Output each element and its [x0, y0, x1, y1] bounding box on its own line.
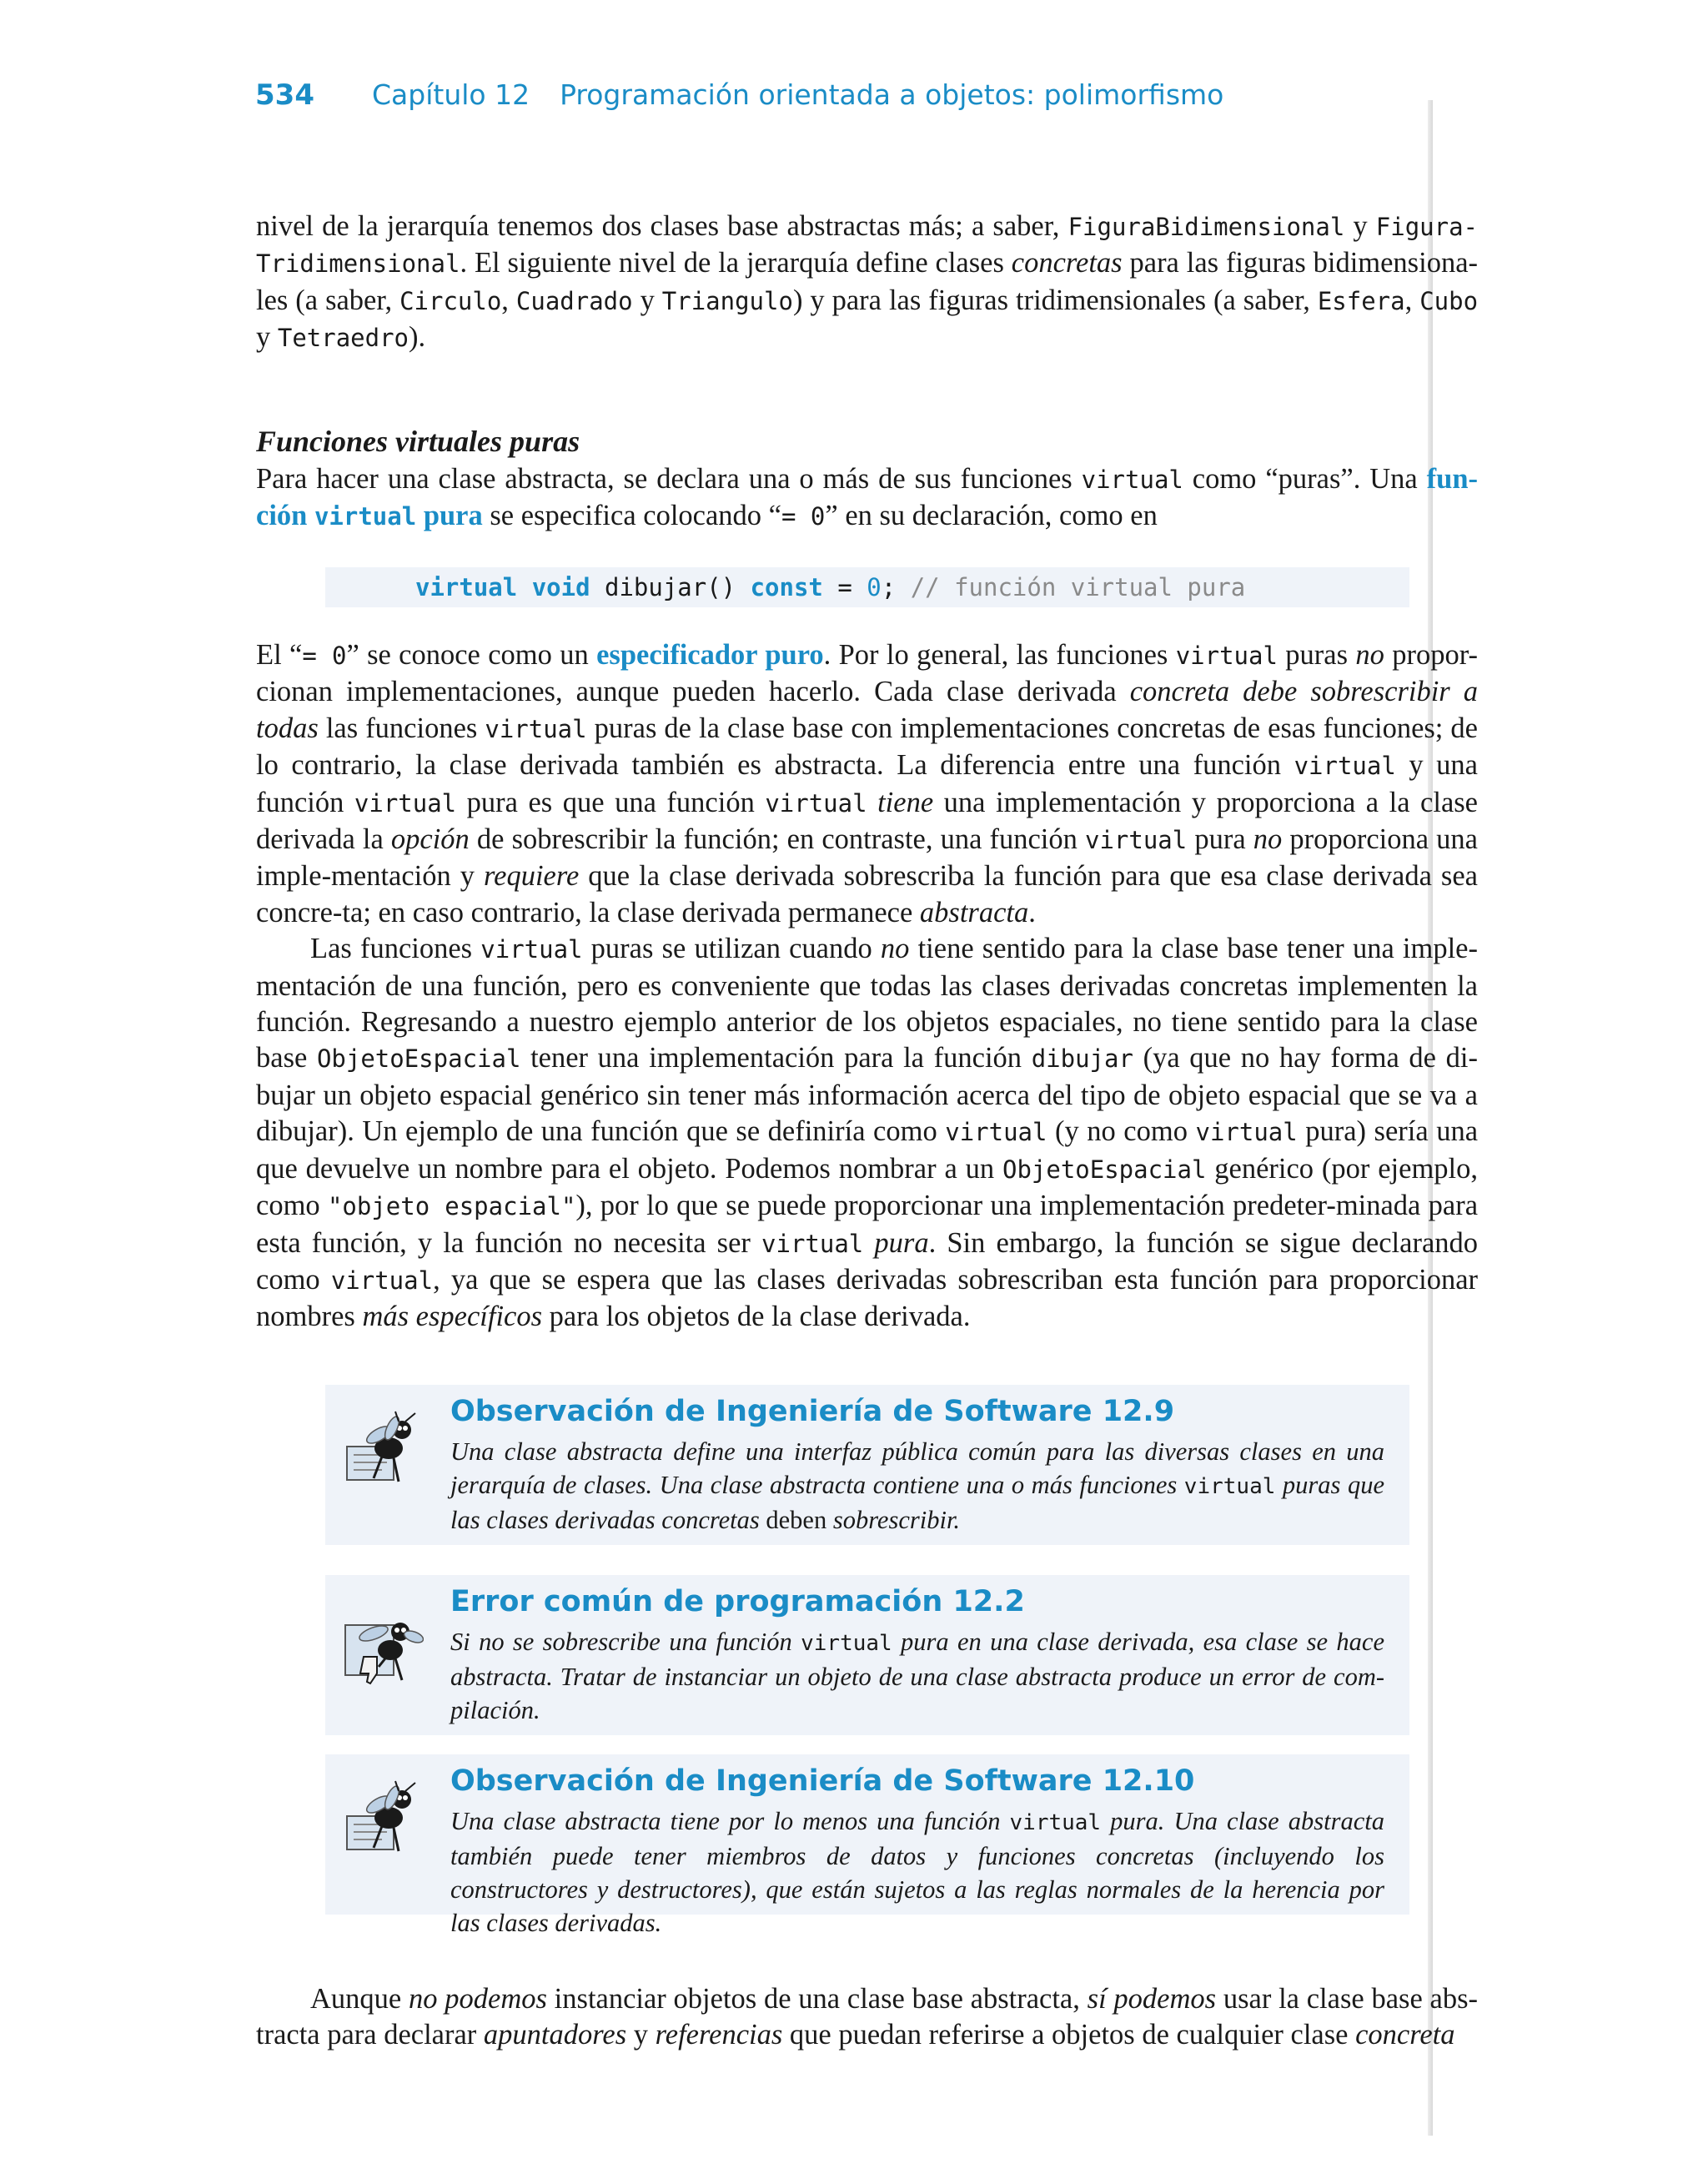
- bug-reading-icon: [340, 1779, 424, 1859]
- intro-paragraph: nivel de la jerarquía tenemos dos clases base abstractas más; a saber, FiguraBidimensional y Figura-Tridimensional. El siguiente nivel de la jerarquía define clases concretas para las figuras bidimensiona-les (a saber, Circulo, Cuadrado y Triangulo) y para las figuras tridimensionales (a saber, Esfera, Cubo y Tetraedro).: [256, 210, 1479, 354]
- callout-software-engineering-12-10: [325, 1754, 1409, 1937]
- paragraph-usage: Las funciones virtual puras se utilizan cuando no tiene sentido para la clase base tener una imple-mentación de una función, pero es conveniente que todas las clases derivadas concretas implementen la función. Regresando a nuestro ejemplo anterior de los objetos espaciales, no tiene sentido para la clase base ObjetoEspacial tener una implementación para la función dibujar (ya que no hay forma de di-bujar un objeto espacial genérico sin tener más información acerca del tipo de objeto espacial que se va a dibujar). Un ejemplo de una función que se definiría como virtual (y no como virtual pura) sería una que devuelve un nombre para el objeto. Podemos nombrar a un ObjetoEspacial genérico (por ejemplo, como "objeto espacial"), por lo que se puede proporcionar una implementación predeter-minada para esta función, y la función no necesita ser virtual pura. Sin embargo, la función se sigue declarando como virtual, ya que se espera que las clases derivadas sobrescriban esta función para proporcionar nombres más específicos para los objetos de la clase derivada.: [256, 933, 1479, 1333]
- bug-reading-icon: [340, 1410, 424, 1490]
- callout-title: Observación de Ingeniería de Software 12.10: [450, 1764, 1195, 1798]
- code-example: virtual void dibujar() const = 0; // función virtual pura: [325, 567, 1409, 607]
- callout-body: Una clase abstracta tiene por lo menos una función virtual pura. Una clase abstracta también puede tener miembros de datos y funciones concretas (incluyendo los constructores y destructores), que están sujetos a las reglas normales de la herencia por las clases derivadas.: [450, 1807, 1385, 1937]
- paragraph-pointers-references: Aunque no podemos instanciar objetos de una clase base abstracta, sí podemos usar la clase base abs-tracta para declarar apuntadores y referencias que puedan referirse a objetos de cualquier clase concreta: [256, 1983, 1479, 2051]
- section-heading: Funciones virtuales puras: [256, 425, 580, 458]
- chapter-title: Programación orientada a objetos: polimorfismo: [560, 78, 1224, 111]
- callout-body: Una clase abstracta define una interfaz pública común para las diversas clases en una jerarquía de clases. Una clase abstracta contiene una o más funciones virtual puras que las clases derivadas concretas deben sobrescribir.: [450, 1437, 1384, 1534]
- running-head: [255, 78, 1223, 125]
- paragraph-pure-specifier: El “= 0” se conoce como un especificador puro. Por lo general, las funciones virtual puras no propor-cionan implementaciones, aunque pueden hacerlo. Cada clase derivada concreta debe sobrescribir a todas las funciones virtual puras de la clase base con implementaciones concretas de esas funciones; de lo contrario, la clase derivada también es abstracta. La diferencia entre una función virtual y una función virtual pura es que una función virtual tiene una implementación y proporciona a la clase derivada la opción de sobrescribir la función; en contraste, una función virtual pura no proporciona una imple-mentación y requiere que la clase derivada sobrescriba la función para que esa clase derivada sea concre-ta; en caso contrario, la clase derivada permanece abstracta. Las funciones virtual puras se utilizan cuando no tiene sentido para la clase base tener una imple-mentación de una función, pero es conveniente que todas las clases derivadas concretas implementen la función. Regresando a nuestro ejemplo anterior de los objetos espaciales, no tiene sentido para la clase base ObjetoEspacial tener una implementación para la función dibujar (ya que no hay forma de di-bujar un objeto espacial genérico sin tener más información acerca del tipo de objeto espacial que se va a dibujar). Un ejemplo de una función que se definiría como virtual (y no como virtual pura) sería una que devuelve un nombre para el objeto. Podemos nombrar a un ObjetoEspacial genérico (por ejemplo, como "objeto espacial"), por lo que se puede proporcionar una implementación predeter-minada para esta función, y la función no necesita ser virtual pura. Sin embargo, la función se sigue declarando como virtual, ya que se espera que las clases derivadas sobrescriban esta función para proporcionar nombres más específicos para los objetos de la clase derivada.: [256, 637, 1478, 1336]
- chapter-label: Capítulo 12: [372, 78, 530, 111]
- callout-common-error-12-2: [325, 1575, 1409, 1735]
- callout-title: Observación de Ingeniería de Software 12.9: [450, 1395, 1175, 1428]
- callout-body: Si no se sobrescribe una función virtual pura en una clase derivada, esa clase se hace abstracta. Tratar de instanciar un objeto de una clase abstracta produce un error de com-pilación.: [450, 1628, 1384, 1724]
- callout-software-engineering-12-9: [325, 1385, 1409, 1545]
- bug-thumbs-down-icon: [340, 1608, 424, 1688]
- section-intro-paragraph: Para hacer una clase abstracta, se declara una o más de sus funciones virtual como “puras”. Una fun-ción virtual pura se especifica colocando “= 0” en su declaración, como en: [256, 463, 1478, 532]
- page-number: 534: [255, 78, 314, 112]
- key-term-pure-specifier: especificador puro: [596, 639, 824, 671]
- callout-title: Error común de programación 12.2: [450, 1585, 1025, 1618]
- key-term-pure-virtual: fun-ción virtual pura: [256, 463, 1478, 532]
